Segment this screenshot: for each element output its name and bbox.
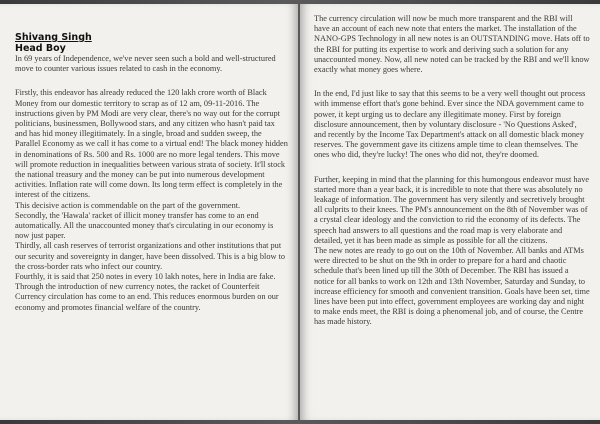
left-page	[0, 4, 298, 420]
paragraph-further: Further, keeping in mind that the planning for this humongous endeavor must have started more than a year back, it is incredible to note that there was absolutely no leakage of information. The government has very silently and secretively brought all culprits to their knees. The PM's announcement on the 8th of November was of a crystal clear ideology and the conviction to rid the economy of its defects. The speech had answers to all questions and the road map is very elaborate and detailed, yet it has been made as simple as possible for all the citizens.	[314, 174, 590, 245]
right-page	[300, 4, 600, 420]
paragraph-new-notes: The new notes are ready to go out on the 10th of November. All banks and ATMs were directed to be shut on the 9th in order to prepare for a hard and chaotic schedule that's been lined up till the 30th of December. The RBI has issued a notice for all banks to work on 12th and 13th November, Saturday and Sunday, to increase efficiency for smooth and convenient transition. Goals have been set, time lines have been put into effect, government employees are working day and night to make ends meet, the RBI is doing a phenomenal job, and of course, the Centre has made history.	[314, 246, 590, 327]
paragraph-currency-circulation: The currency circulation will now be much more transparent and the RBI will have an account of each new note that enters the market. The installation of the NANO-GPS Technology in all new notes is an OUTSTANDING move. Hats off to the RBI for putting its expertise to work and deriving such a solution for any unaccounted money. Now, all new noted can be tracked by the RBI and we'll know exactly what money goes where.	[314, 14, 590, 75]
paragraph-in-the-end: In the end, I'd just like to say that this seems to be a very well thought out process with immense effort that's gone behind. Ever since the NDA government came to power, it kept urging us to declare any illegitimate money. First by foreign disclosure announcement, then by voluntary disclosure - 'No Questions Asked', and recently by the Income Tax Department's attack on all domestic black money reserves. The government gave its citizens ample time to clean themselves. The ones who did, they're lucky! The ones who did not, they're doomed.	[314, 89, 586, 160]
intro-paragraph: In 69 years of Independence, we've never seen such a bold and well-structured move to counter various issues related to cash in the economy.	[15, 54, 276, 74]
author-role: Head Boy	[15, 43, 66, 54]
author-name: Shivang Singh	[15, 32, 92, 43]
paragraph-fourthly: Fourthly, it is said that 250 notes in every 10 lakh notes, here in India are fake. Through the introduction of new currency notes, the racket of Counterfeit Currency circulation has come to an end. This reduces enormous burden on our economy and promotes financial welfare of the country.	[15, 272, 279, 312]
paragraph-thirdly: Thirdly, all cash reserves of terrorist organizations and other institutions that put our security and sovereignty in danger, have been dissolved. This is a big blow to the cross-border rats who infect our country.	[15, 241, 286, 271]
paragraph-firstly: Firstly, this endeavor has already reduced the 120 lakh crore worth of Black Money from our domestic territory to scrap as of 12 am, 09-11-2016. The instructions given by PM Modi are very clear, there's no way out for the corrupt politicians, businessmen, Bollywood stars, and any citizen who hasn't paid tax and has hid money illegitimately. In a single, broad and sudden sweep, the Parallel Economy as we call it has come to a virtual end! The black money hidden in denominations of Rs. 500 and Rs. 1000 are no more legal tenders. This move will promote reduction in inequalities between various strata of society. It'll stock the national treasury and the money can be put into numerous development activities. Inflation rate will come down. Its long term effect is completely in the interest of the citizens.	[15, 88, 288, 200]
paragraph-secondly: Secondly, the 'Hawala' racket of illicit money transfer has come to an end automatically. All the unaccounted money that's circulating in our economy is now just paper.	[15, 210, 274, 241]
paragraph-commendable: This decisive action is commendable on the part of the government.	[15, 200, 241, 210]
